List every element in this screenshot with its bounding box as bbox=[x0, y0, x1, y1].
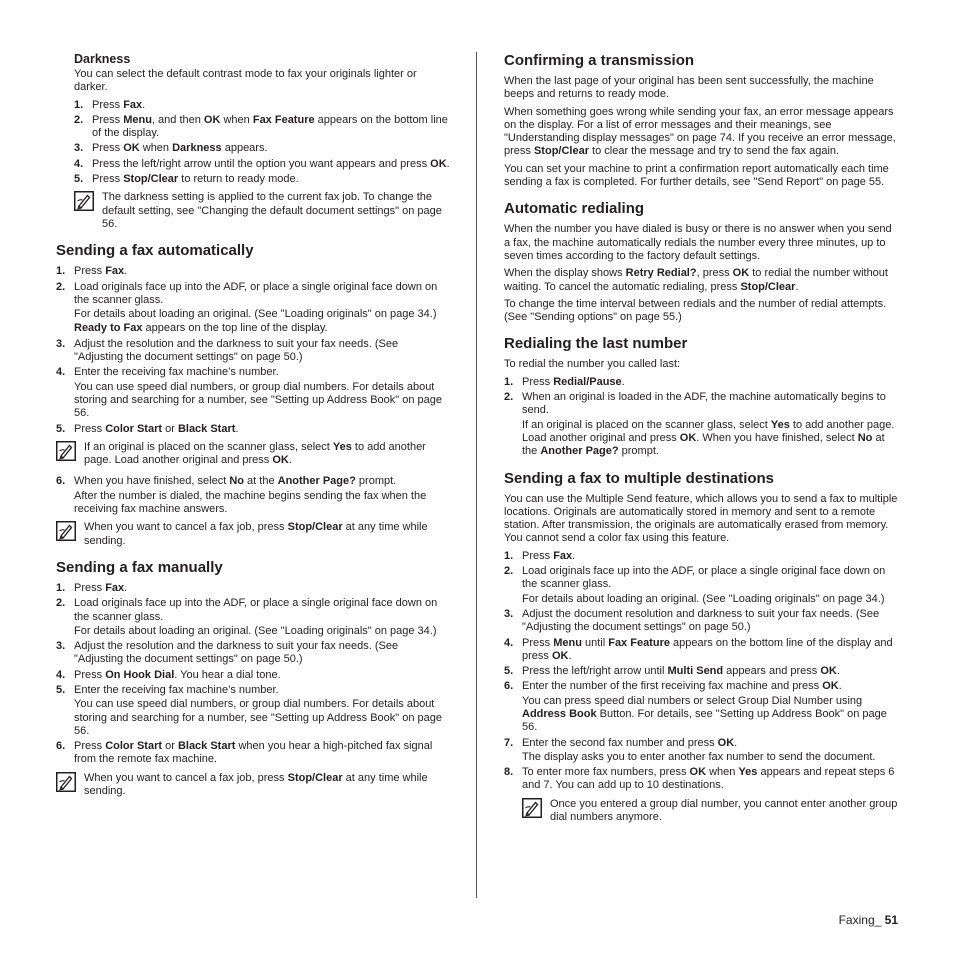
steps-list bbox=[74, 99, 450, 187]
step-number: 2. bbox=[504, 391, 514, 404]
step-text: Adjust the document resolution and darkness to suit your fax needs. (See "Adjusting the document settings" on page 50.) bbox=[522, 607, 880, 634]
step-number: 4. bbox=[74, 157, 84, 170]
list-item bbox=[56, 684, 450, 738]
note-text: Once you entered a group dial number, you cannot enter another group dial numbers anymore. bbox=[550, 797, 898, 824]
list-item bbox=[504, 565, 898, 606]
step-number: 2. bbox=[74, 113, 84, 126]
step-number: 2. bbox=[56, 280, 66, 293]
section-title: Darkness bbox=[74, 52, 131, 66]
step-number: 1. bbox=[56, 581, 66, 594]
paragraph: You can use the Multiple Send feature, which allows you to send a fax to multiple locations. Originals are automatically stored in memory and sent to a remote station. After transmission, the originals are automatically erased from memory. You cannot send a color fax using this feature. bbox=[504, 492, 898, 545]
note-icon bbox=[56, 521, 76, 541]
section-title: Confirming a transmission bbox=[504, 52, 695, 69]
step-number: 4. bbox=[504, 636, 514, 649]
step-number: 4. bbox=[56, 366, 66, 379]
list-item bbox=[504, 608, 898, 635]
steps-list bbox=[56, 265, 450, 436]
note-icon bbox=[74, 191, 94, 211]
list-item bbox=[74, 173, 450, 186]
step-text: Load originals face up into the ADF, or place a single original face down on the scanner glass. For details about loading an original. (See "Loading originals" on page 34.) bbox=[74, 597, 438, 637]
paragraph: To change the time interval between redials and the number of redial attempts. (See "Sending options" on page 55.) bbox=[504, 297, 887, 324]
note-text: The darkness setting is applied to the current fax job. To change the default setting, see "Changing the default document settings" on page 56. bbox=[102, 191, 442, 230]
step-number: 5. bbox=[504, 665, 514, 678]
section-title: Sending a fax automatically bbox=[56, 242, 254, 260]
list-item bbox=[56, 338, 450, 365]
step-text: Press the left/right arrow until Multi Send appears and press OK. bbox=[522, 665, 840, 678]
step-text: Press Color Start or Black Start when you hear a high-pitched fax signal from the remote fax machine. bbox=[74, 740, 433, 766]
step-text: Adjust the resolution and the darkness to suit your fax needs. (See "Adjusting the document settings" on page 50.) bbox=[74, 337, 399, 364]
list-item bbox=[504, 737, 898, 765]
step-text: Press Redial/Pause. bbox=[522, 375, 625, 388]
list-item bbox=[74, 158, 450, 171]
step-text: Press Color Start or Black Start. bbox=[74, 422, 239, 435]
step-text: When you have finished, select No at the Another Page? prompt. After the number is dialed, the machine begins sending the fax when the receiving fax machine answers. bbox=[74, 475, 427, 516]
step-text: Press Stop/Clear to return to ready mode. bbox=[92, 173, 299, 186]
list-item bbox=[504, 637, 898, 664]
step-text: Load originals face up into the ADF, or place a single original face down on the scanner glass. For details about loading an original. (See "Loading originals" on page 34.) bbox=[522, 565, 886, 605]
section-title: Automatic redialing bbox=[504, 200, 645, 218]
page-footer bbox=[839, 914, 898, 927]
paragraph: To redial the number you called last: bbox=[504, 358, 681, 371]
paragraph: You can select the default contrast mode to fax your originals lighter or darker. bbox=[74, 68, 417, 94]
list-item bbox=[56, 582, 450, 595]
note bbox=[522, 798, 898, 825]
list-item bbox=[56, 475, 450, 516]
list-item bbox=[56, 740, 450, 767]
step-number: 7. bbox=[504, 736, 514, 749]
list-item bbox=[56, 281, 450, 336]
column-divider bbox=[476, 52, 477, 898]
note-icon bbox=[522, 798, 542, 818]
paragraph: When the number you have dialed is busy or there is no answer when you send a fax, the machine automatically redials the number every three minutes, up to seven times according to the factory default settings. bbox=[504, 223, 892, 262]
note-text: If an original is placed on the scanner glass, select Yes to add another page. Load another original and press OK. bbox=[84, 440, 426, 467]
list-item bbox=[56, 597, 450, 638]
left-column bbox=[56, 52, 450, 809]
footer-label: Faxing_ bbox=[838, 913, 882, 927]
step-text: Press Fax. bbox=[74, 581, 128, 594]
steps-list bbox=[504, 376, 898, 459]
page-number: 51 bbox=[884, 913, 898, 927]
list-item bbox=[56, 366, 450, 420]
section-redial-last bbox=[504, 335, 898, 458]
steps-list bbox=[56, 582, 450, 767]
step-text: Press Fax. bbox=[74, 265, 128, 278]
step-number: 3. bbox=[56, 337, 66, 350]
list-item bbox=[56, 265, 450, 278]
list-item bbox=[504, 766, 898, 793]
step-number: 5. bbox=[56, 683, 66, 696]
step-number: 1. bbox=[56, 265, 66, 278]
step-number: 8. bbox=[504, 766, 514, 779]
list-item bbox=[74, 142, 450, 155]
list-item bbox=[504, 665, 898, 678]
step-number: 2. bbox=[56, 597, 66, 610]
step-text: Enter the receiving fax machine’s number. You can use speed dial numbers, or group dial numbers. For details about storing and searching for a number, see "Setting up Address Book" on page 56. bbox=[74, 366, 442, 420]
note bbox=[56, 772, 450, 799]
step-number: 5. bbox=[56, 422, 66, 435]
note-icon bbox=[56, 772, 76, 792]
section-title: Sending a fax to multiple destinations bbox=[504, 469, 775, 487]
step-number: 5. bbox=[74, 173, 84, 186]
list-item bbox=[74, 114, 450, 141]
note-text: When you want to cancel a fax job, press Stop/Clear at any time while sending. bbox=[84, 771, 428, 798]
section-title: Sending a fax manually bbox=[56, 558, 223, 576]
step-text: Enter the second fax number and press OK. The display asks you to enter another fax number to send the document. bbox=[522, 736, 876, 763]
step-text: Enter the receiving fax machine’s number. You can use speed dial numbers, or group dial numbers. For details about storing and searching for a number, see "Setting up Address Book" on page 56. bbox=[74, 683, 442, 737]
steps-list bbox=[504, 550, 898, 793]
paragraph: When something goes wrong while sending your fax, an error message appears on the display. For a list of error messages and their meanings, see "Understanding display messages" on page 74. If you receive an error message, press Stop/Clear to clear the message and try to send the fax again. bbox=[504, 105, 896, 158]
section-auto-redial bbox=[504, 200, 898, 324]
step-number: 6. bbox=[504, 680, 514, 693]
step-number: 6. bbox=[56, 475, 66, 488]
step-text: Press Fax. bbox=[92, 98, 146, 111]
paragraph: When the last page of your original has been sent successfully, the machine beeps and returns to ready mode. bbox=[504, 75, 874, 101]
note-icon bbox=[56, 441, 76, 461]
note bbox=[74, 191, 450, 231]
step-number: 1. bbox=[74, 98, 84, 111]
step-number: 1. bbox=[504, 549, 514, 562]
section-send-manually bbox=[56, 559, 450, 798]
step-text: Press On Hook Dial. You hear a dial tone. bbox=[74, 668, 281, 681]
list-item bbox=[504, 376, 898, 389]
list-item bbox=[74, 99, 450, 112]
step-number: 2. bbox=[504, 565, 514, 578]
list-item bbox=[504, 550, 898, 563]
section-title: Redialing the last number bbox=[504, 335, 688, 353]
step-text: Press OK when Darkness appears. bbox=[92, 142, 268, 155]
section-darkness bbox=[74, 52, 450, 231]
right-column bbox=[504, 52, 898, 835]
step-text: When an original is loaded in the ADF, the machine automatically begins to send. If an original is placed on the scanner glass, select Yes to add another page. Load another original and press OK. When you have finished, select No at the Another Page? prompt. bbox=[522, 391, 895, 458]
list-item bbox=[56, 640, 450, 667]
step-number: 6. bbox=[56, 740, 66, 753]
step-text: Press Menu until Fax Feature appears on the bottom line of the display and press OK. bbox=[522, 636, 893, 662]
step-text: Press Fax. bbox=[522, 549, 576, 562]
paragraph: You can set your machine to print a confirmation report automatically each time sending a fax is completed. For further details, see "Send Report" on page 55. bbox=[504, 162, 889, 189]
note bbox=[56, 521, 450, 548]
list-item bbox=[56, 669, 450, 682]
step-text: Adjust the resolution and the darkness to suit your fax needs. (See "Adjusting the document settings" on page 50.) bbox=[74, 640, 399, 666]
list-item bbox=[504, 680, 898, 734]
step-text: Press Menu, and then OK when Fax Feature appears on the bottom line of the display. bbox=[92, 113, 448, 140]
step-text: Press the left/right arrow until the option you want appears and press OK. bbox=[92, 157, 450, 170]
note-text: When you want to cancel a fax job, press Stop/Clear at any time while sending. bbox=[84, 521, 428, 547]
list-item bbox=[56, 423, 450, 436]
section-multi-send bbox=[504, 470, 898, 825]
list-item bbox=[504, 391, 898, 458]
step-number: 3. bbox=[504, 607, 514, 620]
step-text: Enter the number of the first receiving fax machine and press OK. You can press speed dial numbers or select Group Dial Number using Address Book Button. For details, see "Setting up Address Book" on page 56. bbox=[522, 680, 887, 734]
steps-list bbox=[56, 475, 450, 516]
step-number: 3. bbox=[74, 142, 84, 155]
step-number: 3. bbox=[56, 640, 66, 653]
note bbox=[56, 441, 450, 468]
section-send-automatically bbox=[56, 242, 450, 548]
step-number: 4. bbox=[56, 668, 66, 681]
step-text: To enter more fax numbers, press OK when Yes appears and repeat steps 6 and 7. You can add up to 10 destinations. bbox=[522, 766, 895, 792]
step-number: 1. bbox=[504, 375, 514, 388]
paragraph: When the display shows Retry Redial?, press OK to redial the number without waiting. To cancel the automatic redialing, press Stop/Clear. bbox=[504, 267, 888, 293]
step-text: Load originals face up into the ADF, or place a single original face down on the scanner glass. For details about loading an original. (See "Loading originals" on page 34.) Ready to Fax appears on the top line of the display. bbox=[74, 280, 438, 335]
section-confirming bbox=[504, 52, 898, 189]
